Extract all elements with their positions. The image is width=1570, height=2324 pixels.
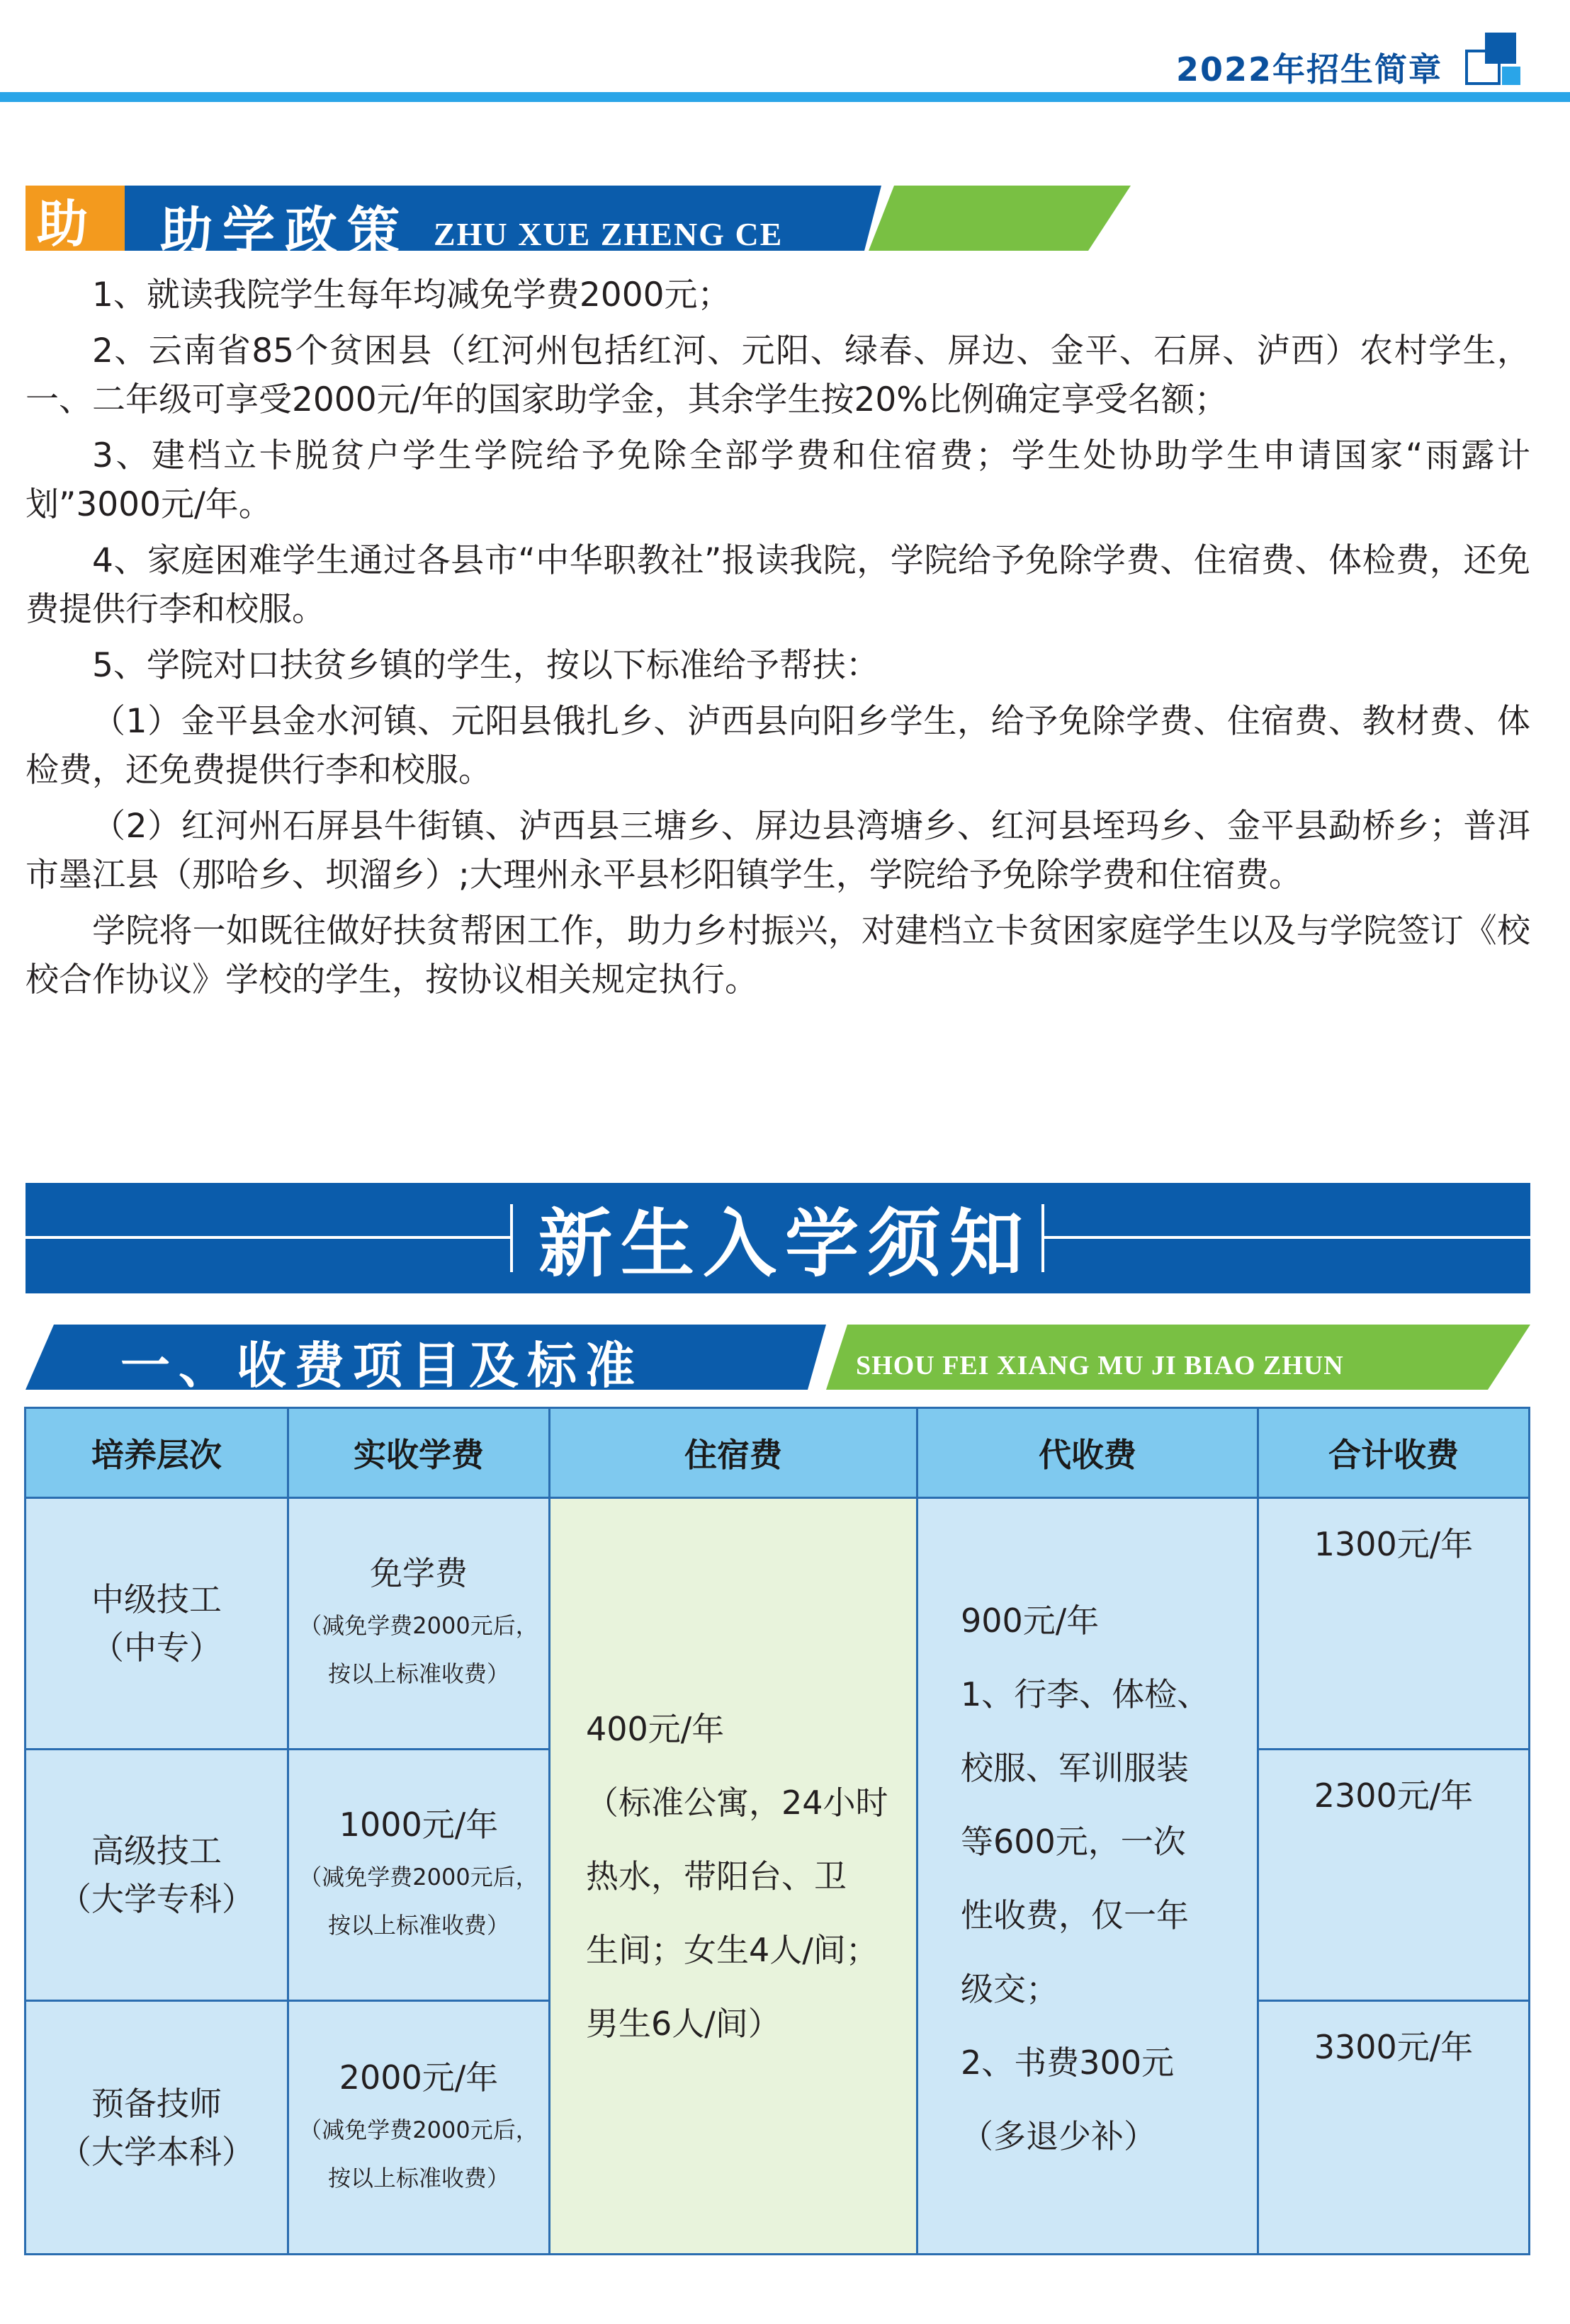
agency-fee-cell bbox=[916, 1497, 1259, 2255]
tuition-note: （减免学费2000元后， bbox=[299, 1612, 538, 1639]
total-cell bbox=[1257, 2000, 1530, 2255]
tuition-note: 按以上标准收费） bbox=[327, 2164, 509, 2192]
dorm-fee-line: 男生6人/间） bbox=[586, 2004, 781, 2043]
agency-fee-line: 校服、军训服装 bbox=[961, 1749, 1189, 1787]
fee-table bbox=[24, 1407, 1530, 2255]
table-row bbox=[24, 2000, 289, 2255]
tuition-value: 免学费 bbox=[370, 1554, 468, 1592]
dorm-fee-line: （标准公寓，24小时 bbox=[586, 1783, 888, 1822]
corner-squares-icon bbox=[1457, 30, 1535, 101]
section-title-fees: 一、收费项目及标准 bbox=[120, 1336, 643, 1395]
total-value: 3300元/年 bbox=[1314, 2028, 1474, 2066]
agency-fee-line: 性收费，仅一年 bbox=[961, 1896, 1189, 1934]
level-sub: （中专） bbox=[91, 1628, 222, 1667]
section-title-fees-pinyin: SHOU FEI XIANG MU JI BIAO ZHUN bbox=[856, 1351, 1344, 1381]
level-name: 预备技师 bbox=[91, 2084, 222, 2123]
agency-fee-line: 2、书费300元 bbox=[961, 2044, 1175, 2082]
agency-fee-line: （多退少补） bbox=[961, 2117, 1156, 2155]
policy-paragraph: 3、建档立卡脱贫户学生学院给予免除全部学费和住宿费；学生处协助学生申请国家“雨露计划”3000元/年。 bbox=[26, 436, 1530, 524]
tuition-value: 2000元/年 bbox=[339, 2058, 499, 2097]
policy-paragraph: 1、就读我院学生每年均减免学费2000元； bbox=[92, 276, 731, 314]
tuition-value: 1000元/年 bbox=[339, 1806, 499, 1844]
dorm-fee-line: 生间；女生4人/间； bbox=[586, 1930, 879, 1969]
table-header: 代收费 bbox=[916, 1407, 1259, 1499]
total-value: 2300元/年 bbox=[1314, 1776, 1474, 1815]
banner-line-left bbox=[26, 1236, 510, 1239]
tuition-note: （减免学费2000元后， bbox=[299, 2116, 538, 2143]
brochure-title: 2022年招生简章 bbox=[1175, 50, 1442, 89]
table-row bbox=[24, 1748, 289, 2002]
tuition-note: （减免学费2000元后， bbox=[299, 1864, 538, 1891]
tuition-note: 按以上标准收费） bbox=[327, 1660, 509, 1687]
section-title-policy: 助学政策 bbox=[160, 201, 410, 262]
banner-line-right bbox=[1044, 1236, 1530, 1239]
policy-paragraph: 5、学院对口扶贫乡镇的学生，按以下标准给予帮扶： bbox=[92, 646, 879, 685]
table-header: 实收学费 bbox=[287, 1407, 550, 1499]
banner-bar-right bbox=[1041, 1204, 1044, 1272]
section-title-policy-pinyin: ZHU XUE ZHENG CE bbox=[434, 216, 784, 252]
agency-fee-line: 等600元，一次 bbox=[961, 1823, 1186, 1861]
agency-fee-line: 900元/年 bbox=[961, 1602, 1100, 1640]
table-header: 合计收费 bbox=[1257, 1407, 1530, 1499]
level-name: 中级技工 bbox=[91, 1580, 222, 1619]
policy-paragraph: 2、云南省85个贫困县（红河州包括红河、元阳、绿春、屏边、金平、石屏、泸西）农村学生，一、二年级可享受2000元/年的国家助学金，其余学生按20%比例确定享受名额； bbox=[26, 331, 1530, 419]
dorm-fee-line: 400元/年 bbox=[586, 1709, 725, 1748]
table-header: 住宿费 bbox=[548, 1407, 918, 1499]
total-cell bbox=[1257, 1497, 1530, 1750]
policy-paragraph: （1）金平县金水河镇、元阳县俄扎乡、泸西县向阳乡学生，给予免除学费、住宿费、教材费、体检费，还免费提供行李和校服。 bbox=[26, 702, 1530, 790]
table-header: 培养层次 bbox=[24, 1407, 289, 1499]
policy-paragraph: 学院将一如既往做好扶贫帮困工作，助力乡村振兴，对建档立卡贫困家庭学生以及与学院签订《校校合作协议》学校的学生，按协议相关规定执行。 bbox=[26, 912, 1530, 999]
policy-paragraph: 4、家庭困难学生通过各县市“中华职教社”报读我院，学院给予免除学费、住宿费、体检费，还免费提供行李和校服。 bbox=[26, 541, 1530, 629]
tuition-cell bbox=[287, 2000, 550, 2255]
dorm-fee-line: 热水，带阳台、卫 bbox=[586, 1857, 847, 1895]
tuition-note: 按以上标准收费） bbox=[327, 1912, 509, 1939]
banner-bar-left bbox=[510, 1204, 513, 1272]
tuition-cell bbox=[287, 1748, 550, 2002]
policy-paragraph: （2）红河州石屏县牛街镇、泸西县三塘乡、屏边县湾塘乡、红河县垤玛乡、金平县勐桥乡；普洱市墨江县（那哈乡、坝溜乡）;大理州永平县杉阳镇学生，学院给予免除学费和住宿费。 bbox=[26, 807, 1530, 895]
agency-fee-line: 级交； bbox=[961, 1970, 1058, 2008]
tuition-cell bbox=[287, 1497, 550, 1750]
policy-text bbox=[26, 271, 1530, 1011]
section-title-enrollment: 新生入学须知 bbox=[538, 1200, 1032, 1287]
total-cell bbox=[1257, 1748, 1530, 2002]
level-sub: （大学专科） bbox=[59, 1880, 254, 1918]
agency-fee-line: 1、行李、体检、 bbox=[961, 1675, 1210, 1713]
total-value: 1300元/年 bbox=[1314, 1525, 1474, 1563]
section-badge-char: 助 bbox=[37, 194, 89, 254]
table-row bbox=[24, 1497, 289, 1750]
level-name: 高级技工 bbox=[91, 1832, 222, 1870]
header-divider bbox=[0, 92, 1570, 102]
dorm-fee-cell bbox=[548, 1497, 918, 2255]
level-sub: （大学本科） bbox=[59, 2132, 254, 2171]
